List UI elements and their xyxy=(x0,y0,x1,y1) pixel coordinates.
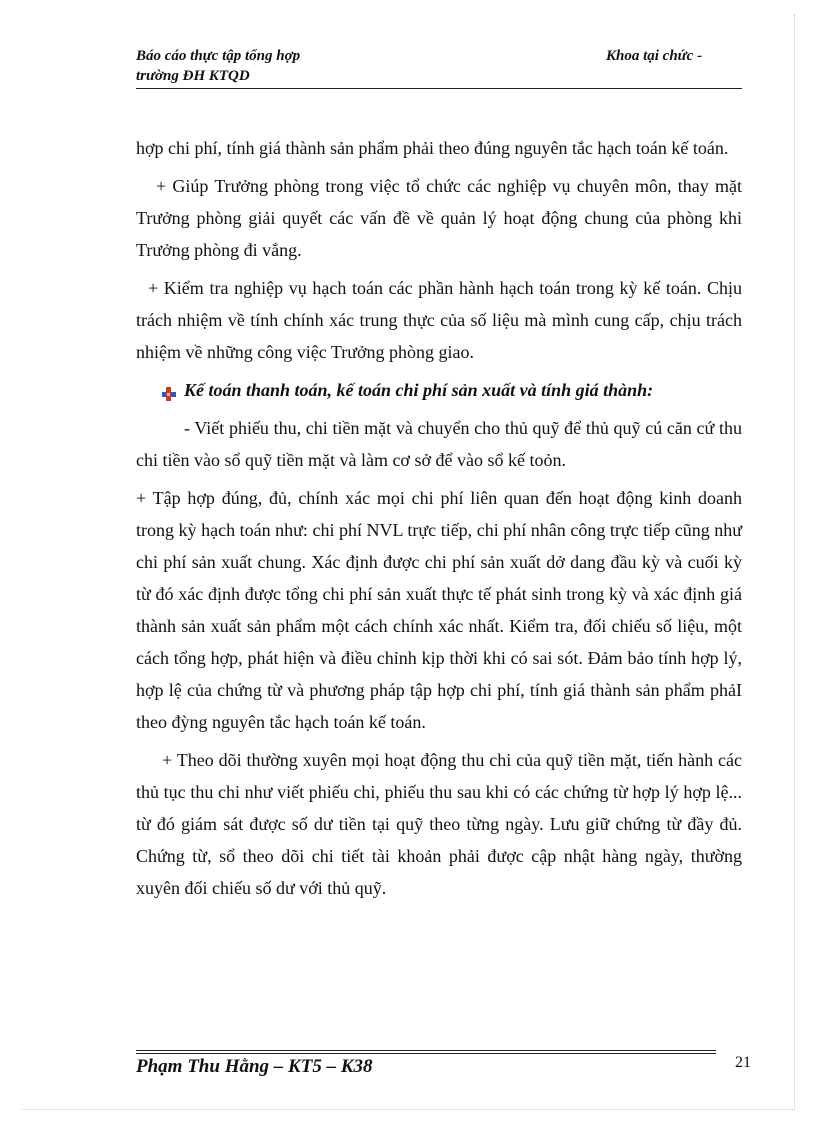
paragraph: + Tập hợp đúng, đủ, chính xác mọi chi phí liên quan đến hoạt động kinh doanh trong kỳ hạch toán như: chi phí NVL trực tiếp, chi phí nhân công trực tiếp cũng như chi phí sản xuất chung. Xác định được chi phí sản xuất dở dang đầu kỳ và cuối kỳ từ đó xác định được tổng chi phí sản xuất thực tế phát sinh trong kỳ và xác định giá thành sản xuất sản phẩm một cách chính xác nhất. Kiểm tra, đối chiếu số liệu, một cách tổng hợp, phát hiện và điều chỉnh kịp thời khi có sai sót. Đảm bảo tính hợp lý, hợp lệ của chứng từ và phương pháp tập hợp chi phí, tính giá thành sản phẩm phảI theo đỳng nguyên tắc hạch toán kế toán. xyxy=(136,488,742,732)
paragraph: + Theo dõi thường xuyên mọi hoạt động thu chi của quỹ tiền mặt, tiến hành các thủ tục thu chi như viết phiếu chi, phiếu thu sau khi có các chứng từ hợp lý hợp lệ... từ đó giám sát được số dư tiền tại quỹ theo từng ngày. Lưu giữ chứng từ đầy đủ. Chứng từ, sổ theo dõi chi tiết tài khoản phải được cập nhật hàng ngày, thường xuyên đối chiếu số dư với thủ quỹ. xyxy=(136,750,742,898)
footer-author: Phạm Thu Hằng – KT5 – K38 xyxy=(136,1056,373,1077)
paragraph: + Giúp Trưởng phòng trong việc tổ chức các nghiệp vụ chuyên môn, thay mặt Trưởng phòng giải quyết các vấn đề về quản lý hoạt động chung của phòng khi Trưởng phòng đi vắng. xyxy=(136,176,742,260)
section-heading-text: Kế toán thanh toán, kế toán chi phí sản xuất và tính giá thành: xyxy=(184,380,654,400)
paragraph: hợp chi phí, tính giá thành sản phẩm phải theo đúng nguyên tắc hạch toán kế toán. xyxy=(136,138,729,158)
section-heading xyxy=(136,374,742,406)
header-report-title: Báo cáo thực tập tổng hợp xyxy=(136,48,301,64)
footer-divider xyxy=(136,1050,716,1051)
document-body xyxy=(136,132,742,910)
hand-pointer-icon xyxy=(136,381,154,399)
paragraph: - Viết phiếu thu, chi tiền mặt và chuyển cho thủ quỹ để thủ quỹ cú căn cứ thu chi tiền vào sổ quỹ tiền mặt và làm cơ sở để vào sổ kế toỏn. xyxy=(136,418,742,470)
paragraph: + Kiểm tra nghiệp vụ hạch toán các phần hành hạch toán trong kỳ kế toán. Chịu trách nhiệm về tính chính xác trung thực của số liệu mà mình cung cấp, chịu trách nhiệm về những công việc Trưởng phòng giao. xyxy=(136,278,742,362)
header-left xyxy=(136,46,466,86)
header-faculty: Khoa tại chức - xyxy=(606,48,703,64)
header-divider xyxy=(136,88,742,89)
page-number: 21 xyxy=(735,1054,751,1071)
header-university: trường ĐH KTQD xyxy=(136,68,250,84)
